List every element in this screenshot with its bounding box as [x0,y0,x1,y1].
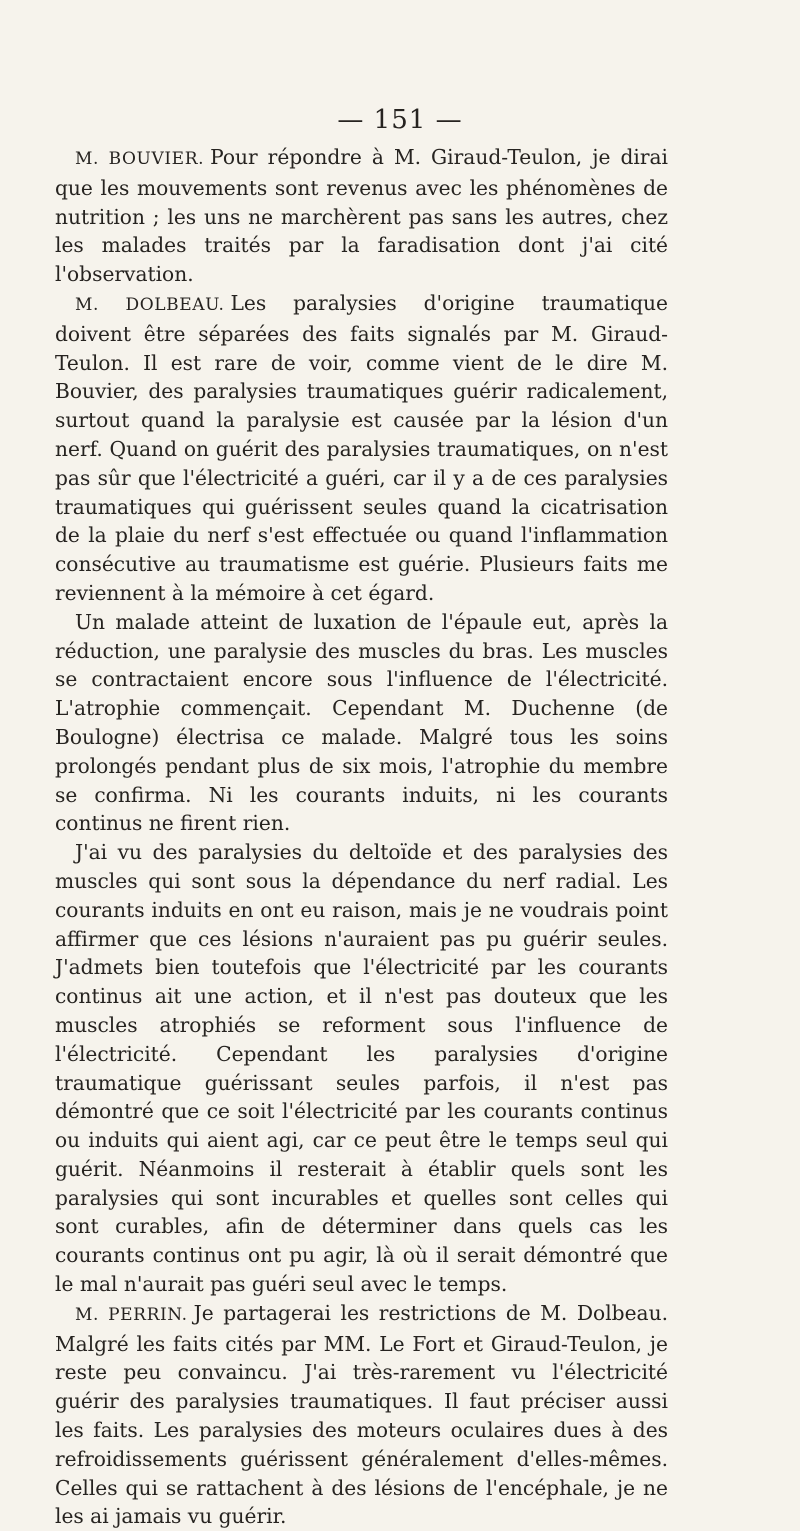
paragraph-deltoid-case [55,838,668,1299]
paragraph-luxation-case [55,608,668,838]
paragraph-text: Les paralysies d'origine traumatique doivent être séparées des faits signalés par M. Giraud-Teulon. Il est rare de voir, comme vient de le dire M. Bouvier, des paralysies traumatiques guérir radicalement, surtout quand la paralysie est causée par la lésion d'un nerf. Quand on guérit des paralysies traumatiques, on n'est pas sûr que l'électricité a guéri, car il y a de ces paralysies traumatiques qui guérissent seules quand la cicatrisation de la plaie du nerf s'est effectuée ou quand l'inflammation consécutive au traumatisme est guérie. Plusieurs faits me reviennent à la mémoire à cet égard. [55,290,668,605]
paragraph-dolbeau [55,289,668,608]
speaker-name: M. DOLBEAU. [75,294,225,315]
paragraph-perrin [55,1299,668,1531]
paragraph-text: Un malade atteint de luxation de l'épaule eut, après la réduction, une paralysie des muscles du bras. Les muscles se contractaient encore sous l'influence de l'électricité. L'atrophie commençait. Cependant M. Duchenne (de Boulogne) électrisa ce malade. Malgré tous les soins prolongés pendant plus de six mois, l'atrophie du membre se confirma. Ni les courants induits, ni les courants continus ne firent rien. [55,609,668,836]
paragraph-text: J'ai vu des paralysies du deltoïde et des paralysies des muscles qui sont sous la dépendance du nerf radial. Les courants induits en ont eu raison, mais je ne voudrais point affirmer que ces lésions n'auraient pas pu guérir seules. J'admets bien toutefois que l'électricité par les courants continus ait une action, et il n'est pas douteux que les muscles atrophiés se reforment sous l'influence de l'électricité. Cependant les paralysies d'origine traumatique guérissant seules parfois, il n'est pas démontré que ce soit l'électricité par les courants continus ou induits qui aient agi, car ce peut être le temps seul qui guérit. Néanmoins il resterait à établir quels sont les paralysies qui sont incurables et quelles sont celles qui sont curables, afin de déterminer dans quels cas les courants continus ont pu agir, là où il serait démontré que le mal n'aurait pas guéri seul avec le temps. [55,840,668,1297]
paragraph-bouvier [55,143,668,289]
body-text [55,143,668,1531]
speaker-name: M. PERRIN. [75,1304,188,1325]
page-number: — 151 — [337,105,463,135]
speaker-name: M. BOUVIER. [75,149,205,169]
paragraph-text: Je partagerai les restrictions de M. Dolbeau. Malgré les faits cités par MM. Le Fort et Giraud-Teulon, je reste peu convaincu. J'ai très-rarement vu l'électricité guérir des paralysies traumatiques. Il faut préciser aussi les faits. Les paralysies des moteurs oculaires dues à des refroidissements guérissent généralement d'elles-mêmes. Celles qui se rattachent à des lésions de l'encéphale, je ne les ai jamais vu guérir. [55,1300,668,1529]
paragraph-text: Pour répondre à M. Giraud-Teulon, je dirai que les mouvements sont revenus avec les phénomènes de nutrition ; les uns ne marchèrent pas sans les autres, chez les malades traités par la faradisation dont j'ai cité l'observation. [55,145,668,287]
